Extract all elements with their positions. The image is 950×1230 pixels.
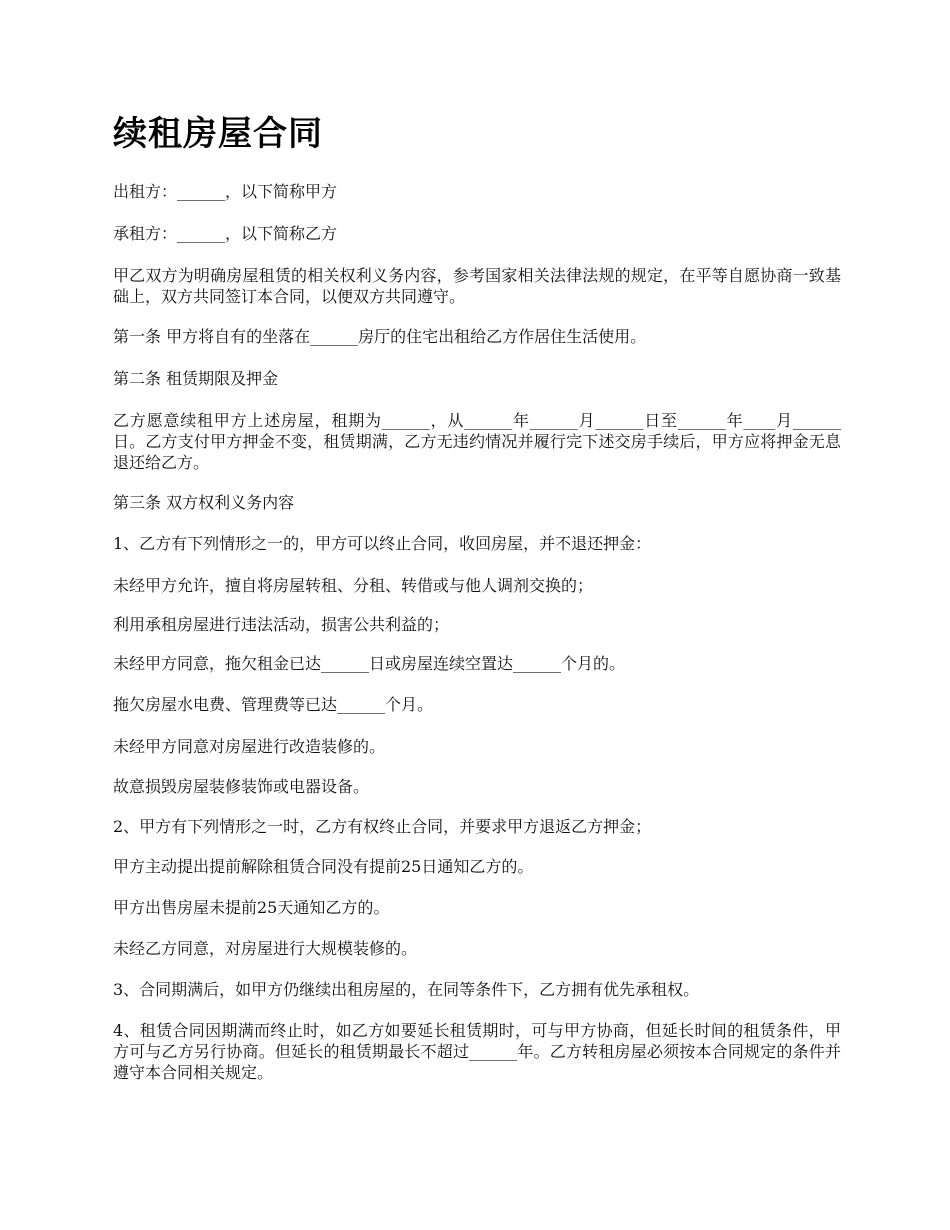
clause-2-item-1: 甲方主动提出提前解除租赁合同没有提前25日通知乙方的。 <box>113 857 534 876</box>
article-1-paragraph: 第一条 甲方将自有的坐落在______房厅的住宅出租给乙方作居住生活使用。 <box>113 327 647 346</box>
clause-1-item-2: 利用承租房屋进行违法活动，损害公共利益的； <box>113 615 450 634</box>
clause-1-item-5: 未经甲方同意对房屋进行改造装修的。 <box>113 737 386 756</box>
clause-2-item-2: 甲方出售房屋未提前25天通知乙方的。 <box>113 898 390 917</box>
clause-3-paragraph: 3、合同期满后，如甲方仍继续出租房屋的，在同等条件下，乙方拥有优先承租权。 <box>113 980 700 999</box>
clause-1-item-6: 故意损毁房屋装修装饰或电器设备。 <box>113 777 370 796</box>
preamble-paragraph: 甲乙双方为明确房屋租赁的相关权利义务内容，参考国家相关法律法规的规定，在平等自愿协商一致基础上，双方共同签订本合同，以便双方共同遵守。 <box>113 266 841 306</box>
clause-2-paragraph: 2、甲方有下列情形之一时，乙方有权终止合同，并要求甲方退返乙方押金； <box>113 817 652 836</box>
clause-1-item-1: 未经甲方允许，擅自将房屋转租、分租、转借或与他人调剂交换的； <box>113 576 594 595</box>
clause-1-item-3: 未经甲方同意，拖欠租金已达______日或房屋连续空置达______个月的。 <box>113 654 626 673</box>
clause-4-paragraph: 4、租赁合同因期满而终止时，如乙方如要延长租赁期时，可与甲方协商，但延长时间的租赁条件，甲方可与乙方另行协商。但延长的租赁期最长不超过______年。乙方转租房屋必须按本合同规定的条件并遵守本合同相关规定。 <box>113 1021 841 1082</box>
document-title: 续租房屋合同 <box>113 114 323 154</box>
lessor-line: 出租方：______，以下简称甲方 <box>113 182 338 201</box>
clause-2-item-3: 未经乙方同意，对房屋进行大规模装修的。 <box>113 939 418 958</box>
article-3-heading: 第三条 双方权利义务内容 <box>113 493 295 512</box>
clause-1-item-4: 拖欠房屋水电费、管理费等已达______个月。 <box>113 695 434 714</box>
clause-1-paragraph: 1、乙方有下列情形之一的，甲方可以终止合同，收回房屋，并不退还押金： <box>113 534 652 553</box>
lessee-line: 承租方：______，以下简称乙方 <box>113 224 338 243</box>
article-2-heading: 第二条 租赁期限及押金 <box>113 369 279 388</box>
lease-term-paragraph: 乙方愿意续租甲方上述房屋，租期为______，从______年______月______日至______年____月______日。乙方支付甲方押金不变，租赁期满，乙方无违约情况并履行完下述交房手续后，甲方应将押金无息退还给乙方。 <box>113 411 841 472</box>
